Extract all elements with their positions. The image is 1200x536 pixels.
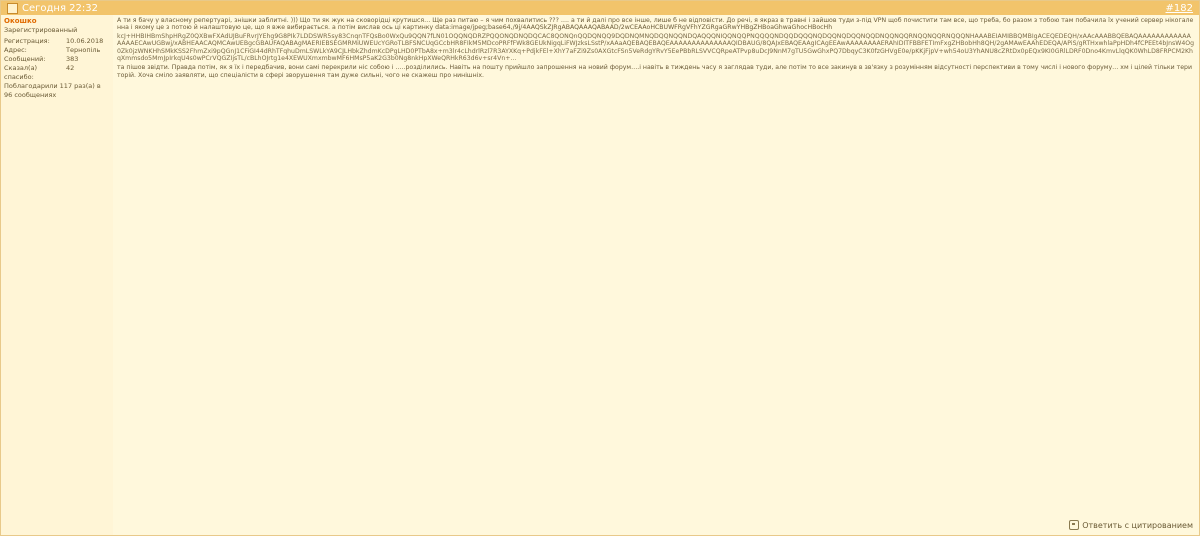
post-actions-bar (117, 519, 1193, 531)
author-status: Зарегистрированный (4, 26, 78, 34)
author-field-label: Сказал(а) спасибо: (4, 64, 38, 81)
author-field (4, 55, 110, 64)
author-field-label: Регистрация: (4, 37, 50, 45)
author-thanks-info: Поблагодарили 117 раз(а) в 96 сообщениях (4, 82, 101, 99)
post-number-area (1166, 3, 1193, 14)
author-field (4, 37, 110, 46)
post-icon (7, 3, 18, 14)
post-base64-blob: kcJ+HHBIHBmShpHRgZ0QXBwFXAdUJBuFRvrJYEhg9G8PIk7LDDSWR5sy83CnqnTFQsBo0WxQu9QQN7fLN01OQQNQDRZPQQONQDNQDQCAC8QONQnQQDQNQQ9DQDNQMNQDQQNQQNDQAQQQNIQQNQQPNQQQQNDQQDQQQNQDQQNQDQQNQQDNQQNQQRNQQNQQRNQQQNHAAABEIAMIBBQMBIgACEQEDEQH/xAAcAAABBQEBAQAAAAAAAAAAAAAAAAECAwUGBwj/xABHEAACAQMCAwUEBgcGBAUFAQABAgMAERIEBSEGMRMiUWEUcYGRoTLBFSNCUqGCcbHR8FIkM5MDcoPRFfFWk8GEUkNigqLiFWJzksLSstP/xAAaAQEBAQEBAQEAAAAAAAAAAAAAAQIDBAUG/8QAJxEBAQEAAgICAgEEAwAAAAAAAAERAhIDITFBBFETImFxgZHBobHh8QH/2gAMAwEAAhEDEQA/APiS/gRTHxwhlaPpHDh4fCPEEt4bJnsW4Og0Zk0jzWNKHhSMkKSS2FhmZxi9pQGnJ1CFiGI44dRhTFqhuDmLSWLkYA9CJLHbkZhdmKcDPgLHD0PTbA8x+m3lr4cLhdrlRzl7R3AYXKq+PdjkFEl+XhY7aFZi9Zs0AXGtcFSn5VeRdgYRvY5EePBbRLSVVCQRpeATPvp8uDcJ9NnM7gTU5GwGhxPQ7DbqyC3K0fzGHVgE0e/pKKjFjpV+wh54oU3YhANU8cZRtDx0pEQx9KI0GRlLDRF0Dno4KmvLlqQK0WhLD8FRPCM2KhqXmmsdo5MmJpIrkqU4s0wPCrVQGZIjsTL/cBLhOJrtg1e4XEWUXmxmbwMF6HMsP5aK2G3b0Ng8nkHpXWeQRHkR63d6v+sr4Vn+... (117, 32, 1195, 63)
quote-icon (1069, 520, 1079, 530)
post-date-area (7, 3, 98, 14)
post-content (117, 17, 1195, 515)
post-timestamp: Сегодня 22:32 (22, 2, 98, 14)
author-field-label: Адрес: (4, 46, 27, 54)
author-field-value: Тернопіль (66, 46, 101, 54)
author-nickname[interactable]: Окошко (4, 17, 37, 25)
author-field (4, 64, 110, 82)
author-field-label: Сообщений: (4, 55, 46, 63)
quote-reply-button[interactable] (1069, 520, 1193, 530)
quote-reply-label: Ответить с цитированием (1082, 520, 1193, 530)
author-field (4, 46, 110, 55)
author-field-value: 10.06.2018 (66, 37, 104, 45)
author-field-value: 383 (66, 55, 79, 63)
post-number-link[interactable]: #182 (1165, 2, 1193, 14)
post-text-outro: та пішов звідти. Правда потім, як я їх і передбачив, вони самі перекрили ніс собою і …..розділились. Навіть на пошту прийшло запрошення на новий форум….і навіть в тиждень часу я заглядав туди, але потім то все закинув в зв'язку з розумінням відсутності перспективи в тому числі і нового форуму… хм і цілей тільки територій. Хоча сміло заявляти, що спеціалісти в сфері зворушення там дуже сильні, чого не скажеш про нинішніх. (117, 64, 1192, 79)
post-header-bar (1, 1, 1199, 15)
author-field-value: 42 (66, 64, 75, 72)
post-text-intro: А ти я бачу у власному репертуарі, знішки заблитні. ))) Що ти як жук на сковорідці крутишся… Ще раз питаю – я чим похвалитись ??? …. а ти й далі про все інше, лише б не відповісти. До речі, я якраз в травні і зайшов туди з-під VPN щоб почистити там все, що треба, бо разом з тобою там побачила їх учений сервер нікогаленна і якому це з потою й налаштовую це, що я вже вибирається. а потім вислав ось ці картинку data:image/jpeg;base64,/9j/4AAQSkZJRgABAQAAAQABAAD/2wCEAAoHCBUWFRgVFhYZGRgaGRwYHBgZHBoaGhwaGhocHBocHh (117, 17, 1194, 32)
author-sidebar (1, 15, 113, 535)
